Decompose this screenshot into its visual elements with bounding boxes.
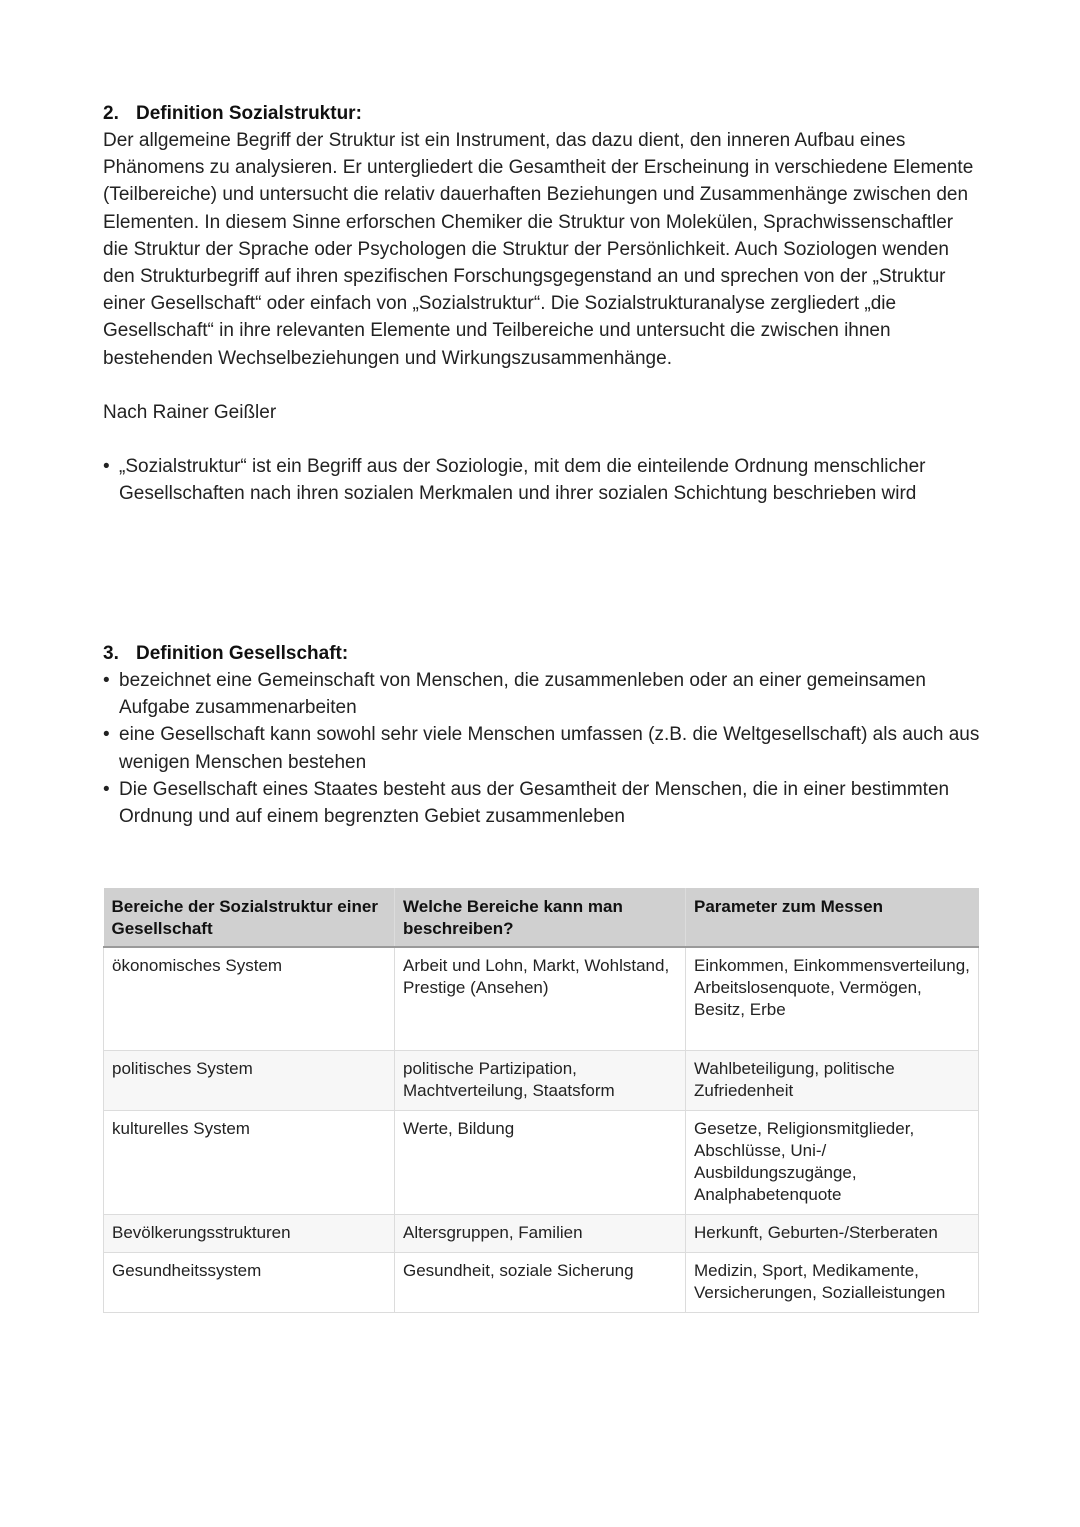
sozialstruktur-table — [103, 888, 979, 1313]
table-cell: Herkunft, Geburten-/Sterberaten — [686, 1215, 979, 1253]
table-cell: politisches System — [104, 1051, 395, 1111]
table-cell: Wahlbeteiligung, politische Zufriedenheit — [686, 1051, 979, 1111]
table-row — [104, 1215, 979, 1253]
section-title: Definition Sozialstruktur: — [136, 103, 362, 124]
section-number: 2. — [103, 103, 119, 124]
table-header-row — [104, 888, 979, 947]
section-number: 3. — [103, 643, 119, 664]
table-header-cell: Welche Bereiche kann man beschreiben? — [395, 888, 686, 947]
section-heading — [103, 640, 983, 667]
table-cell: Gesundheit, soziale Sicherung — [395, 1253, 686, 1313]
table-cell: politische Partizipation, Machtverteilung, Staatsform — [395, 1051, 686, 1111]
table-row — [104, 1051, 979, 1111]
table-cell: kulturelles System — [104, 1111, 395, 1215]
bullet-list — [103, 453, 983, 507]
document-page — [103, 100, 983, 830]
section-heading — [103, 100, 983, 127]
section-sozialstruktur — [103, 100, 983, 640]
bullet-item: • eine Gesellschaft kann sowohl sehr viele Menschen umfassen (z.B. die Weltgesellschaft) als auch aus wenigen Menschen bestehen — [103, 721, 983, 775]
table-header-cell: Bereiche der Sozialstruktur einer Gesellschaft — [104, 888, 395, 947]
bullet-item: • „Sozialstruktur“ ist ein Begriff aus der Soziologie, mit dem die einteilende Ordnung menschlicher Gesellschaften nach ihren sozialen Merkmalen und ihrer sozialen Schichtung beschrieben wird — [103, 453, 983, 507]
table-row — [104, 1253, 979, 1313]
table-row — [104, 1111, 979, 1215]
table-cell: Gesundheitssystem — [104, 1253, 395, 1313]
table-cell: Werte, Bildung — [395, 1111, 686, 1215]
source-author: Nach Rainer Geißler — [103, 401, 277, 423]
bullet-item: • bezeichnet eine Gemeinschaft von Menschen, die zusammenleben oder an einer gemeinsamen Aufgabe zusammenarbeiten — [103, 667, 983, 721]
table-cell: Altersgruppen, Familien — [395, 1215, 686, 1253]
section-gesellschaft — [103, 640, 983, 830]
table-cell: Bevölkerungsstrukturen — [104, 1215, 395, 1253]
table-row — [104, 947, 979, 1051]
section-title: Definition Gesellschaft: — [136, 643, 349, 664]
bullet-item: • Die Gesellschaft eines Staates besteht aus der Gesamtheit der Menschen, die in einer bestimmten Ordnung und auf einem begrenzten Gebiet zusammenleben — [103, 776, 983, 830]
table-cell: Einkommen, Einkommensverteilung, Arbeitslosenquote, Vermögen, Besitz, Erbe — [686, 947, 979, 1051]
table-cell: Arbeit und Lohn, Markt, Wohlstand, Prestige (Ansehen) — [395, 947, 686, 1051]
table-cell: ökonomisches System — [104, 947, 395, 1051]
table-header-cell: Parameter zum Messen — [686, 888, 979, 947]
table-cell: Gesetze, Religionsmitglieder, Abschlüsse, Uni-/ Ausbildungszugänge, Analphabetenquote — [686, 1111, 979, 1215]
bullet-list — [103, 667, 983, 830]
definition-paragraph: Der allgemeine Begriff der Struktur ist ein Instrument, das dazu dient, den inneren Aufbau eines Phänomens zu analysieren. Er untergliedert die Gesamtheit der Erscheinung in verschiedene Elemente (Teilbereiche) und untersucht die relativ dauerhaften Beziehungen und Zusammenhänge zwischen den Elementen. In diesem Sinne erforschen Chemiker die Struktur von Molekülen, Sprachwissenschaftler die Struktur der Sprache oder Psychologen die Struktur der Persönlichkeit. Auch Soziologen wenden den Strukturbegriff auf ihren spezifischen Forschungsgegenstand an und sprechen von der „Struktur einer Gesellschaft“ oder einfach von „Sozialstruktur“. Die Sozialstrukturanalyse zergliedert „die Gesellschaft“ in ihre relevanten Elemente und Teilbereiche und untersucht die zwischen ihnen bestehenden Wechselbeziehungen und Wirkungszusammenhänge. — [103, 130, 974, 369]
table-cell: Medizin, Sport, Medikamente, Versicherungen, Sozialleistungen — [686, 1253, 979, 1313]
